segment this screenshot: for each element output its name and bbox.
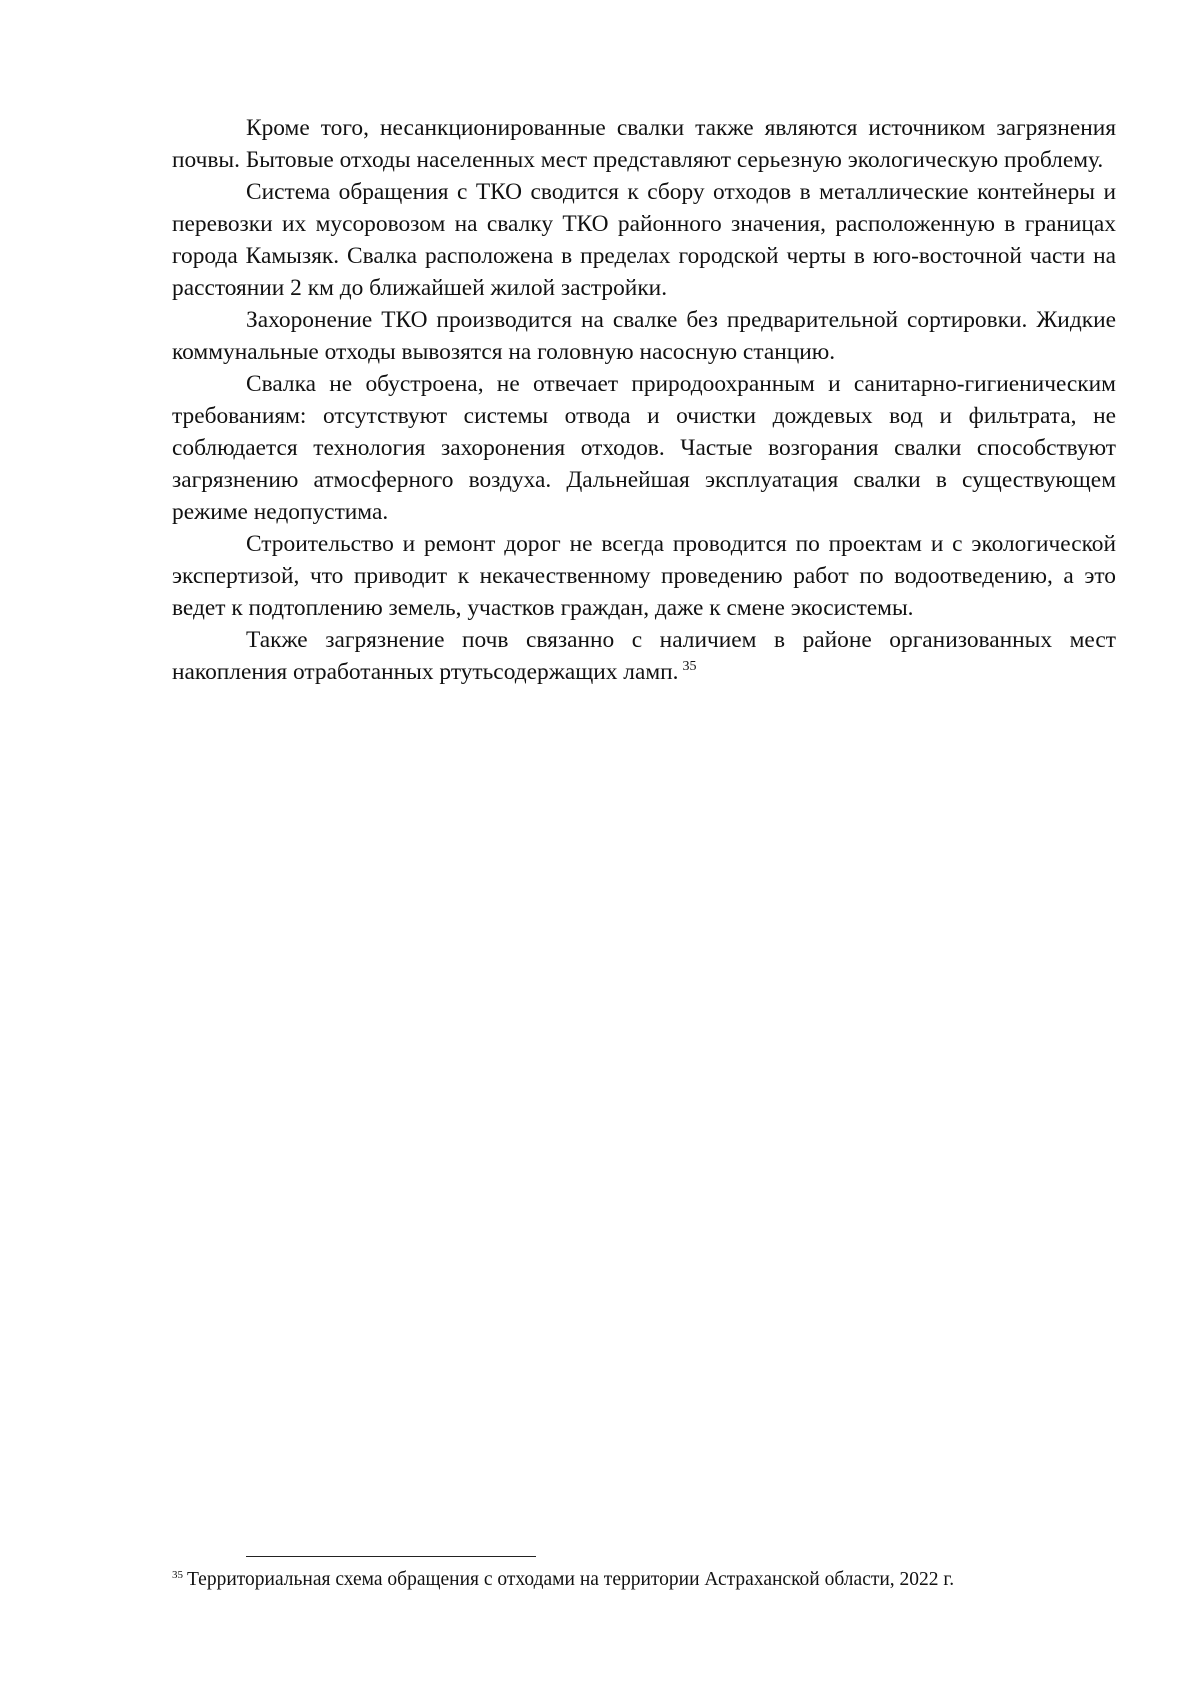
footnote-separator (246, 1556, 536, 1557)
paragraph-waste-system: Система обращения с ТКО сводится к сбору отходов в металлические контейнеры и перевозки их мусоровозом на свалку ТКО районного значения, расположенную в границах города Камызяк. Свалка расположена в пределах городской черты в юго-восточной части на расстоянии 2 км до ближайшей жилой застройки. (172, 179, 1116, 301)
footnote (172, 1567, 1116, 1593)
paragraph-roads: Строительство и ремонт дорог не всегда проводится по проектам и с экологической экспертизой, что приводит к некачественному проведению работ по водоотведению, а это ведет к подтоплению земель, участков граждан, даже к смене экосистемы. (172, 531, 1116, 621)
paragraph-burial: Захоронение ТКО производится на свалке без предварительной сортировки. Жидкие коммунальные отходы вывозятся на головную насосную станцию. (172, 307, 1116, 365)
footnote-number: 35 (172, 1568, 183, 1581)
footnote-text: Территориальная схема обращения с отходами на территории Астраханской области, 2022 г. (187, 1569, 955, 1590)
paragraph-landfill-condition: Свалка не обустроена, не отвечает природоохранным и санитарно-гигиеническим требованиям: отсутствуют системы отвода и очистки дождевых вод и фильтрата, не соблюдается технология захоронения отходов. Частые возгорания свалки способствуют загрязнению атмосферного воздуха. Дальнейшая эксплуатация свалки в существующем режиме недопустима. (172, 371, 1116, 525)
paragraph-landfills-soil: Кроме того, несанкционированные свалки также являются источником загрязнения почвы. Бытовые отходы населенных мест представляют серьезную экологическую проблему. (172, 115, 1116, 173)
paragraph-mercury-lamps: Также загрязнение почв связанно с наличием в районе организованных мест накопления отработанных ртутьсодержащих ламп. $^{35}$ (172, 627, 1116, 685)
body-text (172, 112, 1116, 688)
footnote-reference[interactable]: 35 (682, 659, 697, 675)
